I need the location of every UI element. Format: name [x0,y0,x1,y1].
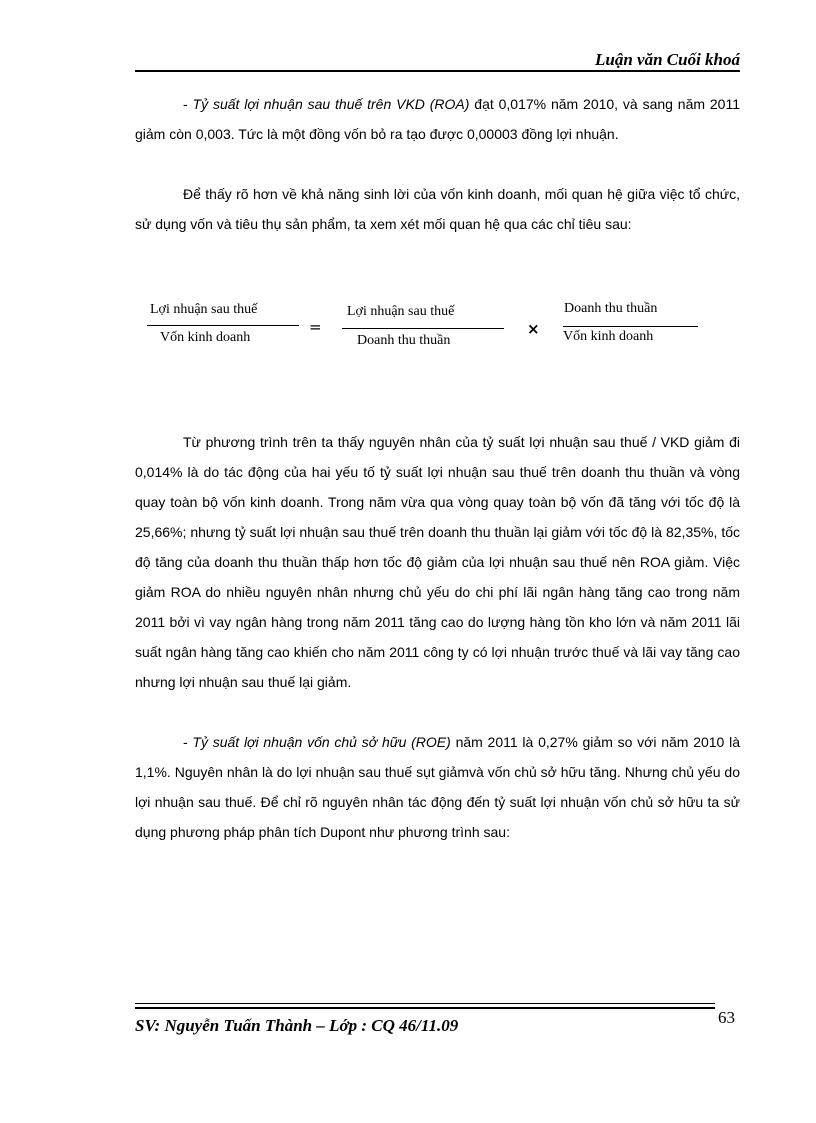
multiply-sign: × [527,320,540,338]
document-header-title: Luận văn Cuối khoá [594,50,740,69]
equals-sign: = [309,318,322,336]
fraction-middle-denominator: Doanh thu thuần [357,333,451,348]
bullet-dash: - [183,734,193,750]
footer-rule-thin [135,1003,715,1004]
fraction-middle-numerator: Lợi nhuận sau thuế [347,304,455,319]
fraction-middle-bar [342,328,504,329]
paragraph-analysis-text: Từ phương trình trên ta thấy nguyên nhân của tỷ suất lợi nhuận sau thuế / VKD giảm đi 0,014% là do tác động của hai yếu tố tỷ suất lợi nhuận sau thuế trên doanh thu thuần và vòng quay toàn bộ vốn kinh doanh. Trong năm vừa qua vòng quay toàn bộ vốn đã tăng với tốc độ là 25,66%; nhưng tỷ suất lợi nhuận sau thuế trên doanh thu thuần lại giảm với tốc độ là 82,35%, tốc độ tăng của doanh thu thuần thấp hơn tốc độ giảm của lợi nhuận sau thuế nên ROA giảm. Việc giảm ROA do nhiều nguyên nhân nhưng chủ yếu do chi phí lãi ngân hàng tăng cao trong năm 2011 bởi vì vay ngân hàng trong năm 2011 tăng cao do lượng hàng tồn kho lớn và năm 2011 lãi suất ngân hàng tăng cao khiến cho năm 2011 công ty có lợi nhuận trước thuế và lãi vay tăng cao nhưng lợi nhuận sau thuế lại giảm. [135,434,740,690]
page-number: 63 [718,1008,735,1027]
fraction-left-bar [147,325,299,326]
paragraph-intro [135,179,740,239]
fraction-left-numerator: Lợi nhuận sau thuế [150,302,258,317]
header-rule [135,70,740,72]
paragraph-roe [135,727,740,847]
paragraph-intro-text: Để thấy rõ hơn về khả năng sinh lời của vốn kinh doanh, mối quan hệ giữa việc tổ chức, sử dụng vốn và tiêu thụ sản phẩm, ta xem xét mối quan hệ qua các chỉ tiêu sau: [135,186,740,232]
term-roa: Tỷ suất lợi nhuận sau thuế trên VKD (ROA) [192,96,470,112]
paragraph-roe-text: năm 2011 là 0,27% giảm so với năm 2010 là 1,1%. Nguyên nhân là do lợi nhuận sau thuế sụt giảmvà vốn chủ sở hữu tăng. Nhưng chủ yếu do lợi nhuận sau thuế. Để chỉ rõ nguyên nhân tác động đến tỷ suất lợi nhuận vốn chủ sở hữu ta sử dụng phương pháp phân tích Dupont như phương trình sau: [135,734,740,840]
fraction-right-bar [563,326,698,327]
footer-student-info: SV: Nguyễn Tuấn Thành – Lớp : CQ 46/11.09 [135,1016,459,1035]
fraction-right-numerator: Doanh thu thuần [564,301,658,316]
paragraph-roa-text: đạt 0,017% năm 2010, và sang năm 2011 giảm còn 0,003. Tức là một đồng vốn bỏ ra tạo được 0,00003 đồng lợi nhuận. [135,96,740,142]
fraction-right-denominator: Vốn kinh doanh [563,329,654,344]
paragraph-analysis [135,427,740,697]
footer-rule-thick [135,1007,715,1009]
bullet-dash: - [183,96,193,112]
fraction-left-denominator: Vốn kinh doanh [160,330,251,345]
paragraph-roa [135,89,740,149]
term-roe: Tỷ suất lợi nhuận vốn chủ sở hữu (ROE) [192,734,451,750]
